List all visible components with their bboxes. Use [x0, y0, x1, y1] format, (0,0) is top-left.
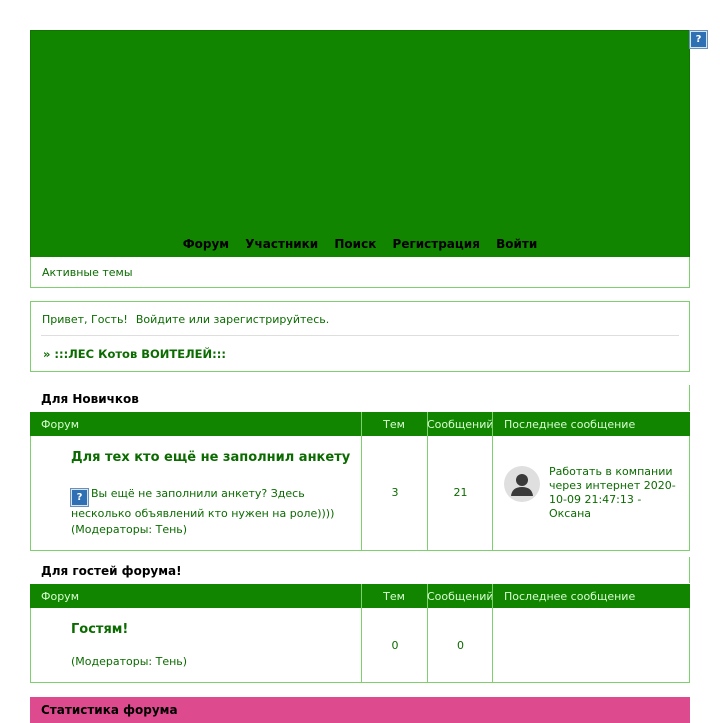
- col-separator: [492, 412, 493, 436]
- col-posts: Сообщений: [427, 590, 494, 603]
- active-topics-link[interactable]: Активные темы: [42, 266, 133, 279]
- last-post-author[interactable]: Оксана: [549, 507, 592, 520]
- last-post-info: Работать в компании через интернет 2020-10-09 21:47:13 - Оксана: [549, 465, 676, 520]
- category-title-text[interactable]: Для Новичков: [41, 392, 139, 406]
- category-title-text[interactable]: Для гостей форума!: [41, 564, 182, 578]
- quick-links-bar: [30, 257, 690, 288]
- col-last-post: Последнее сообщение: [504, 590, 636, 603]
- forum-title-link[interactable]: Для тех кто ещё не заполнил анкету: [71, 450, 351, 465]
- forum-moderators: (Модераторы: Тень): [71, 655, 188, 668]
- topics-count: 0: [391, 639, 399, 652]
- topics-count: 3: [391, 486, 399, 499]
- col-posts: Сообщений: [427, 418, 494, 431]
- col-forum: Форум: [41, 590, 79, 603]
- last-post-datetime: 2020-10-09 21:47:13: [549, 479, 676, 506]
- help-icon[interactable]: ?: [690, 31, 707, 48]
- table-header: [30, 584, 690, 608]
- forum-title-link[interactable]: Гостям!: [71, 622, 129, 637]
- help-icon[interactable]: ?: [71, 489, 88, 506]
- forum-banner: [30, 30, 690, 258]
- forum-description-text: Вы ещё не заполнили анкету? Здесь несколько объявлений кто нужен на роле)))): [71, 487, 335, 520]
- col-topics: Тем: [383, 590, 405, 603]
- login-register-link[interactable]: Войдите или зарегистрируйтесь.: [135, 313, 330, 326]
- nav-register[interactable]: Регистрация: [392, 237, 480, 251]
- user-avatar-icon: [504, 466, 540, 502]
- greeting-line: [42, 313, 329, 326]
- forum-row: [30, 608, 690, 683]
- nav-search[interactable]: Поиск: [334, 237, 377, 251]
- forum-row: [30, 436, 690, 551]
- forum-stats-header: [30, 697, 690, 723]
- col-separator: [492, 584, 493, 608]
- col-topics: Тем: [383, 418, 405, 431]
- category-title-guests: [30, 557, 690, 583]
- breadcrumb[interactable]: » :::ЛЕС Котов ВОИТЕЛЕЙ:::: [43, 347, 226, 361]
- col-forum: Форум: [41, 418, 79, 431]
- main-nav: [31, 237, 689, 251]
- col-last-post: Последнее сообщение: [504, 418, 636, 431]
- stats-title: Статистика форума: [41, 703, 178, 717]
- last-post-link[interactable]: Работать в компании через интернет: [549, 465, 673, 492]
- table-header: [30, 412, 690, 436]
- greeting-text: Привет, Гость!: [42, 313, 128, 326]
- posts-count: 21: [453, 486, 468, 499]
- posts-count: 0: [457, 639, 464, 652]
- forum-description: [71, 486, 356, 521]
- forum-moderators: (Модераторы: Тень): [71, 523, 188, 536]
- welcome-box: [30, 301, 690, 372]
- category-title-newbies: [30, 385, 690, 411]
- nav-forum[interactable]: Форум: [182, 237, 230, 251]
- nav-login[interactable]: Войти: [496, 237, 538, 251]
- divider: [41, 335, 679, 336]
- nav-members[interactable]: Участники: [245, 237, 319, 251]
